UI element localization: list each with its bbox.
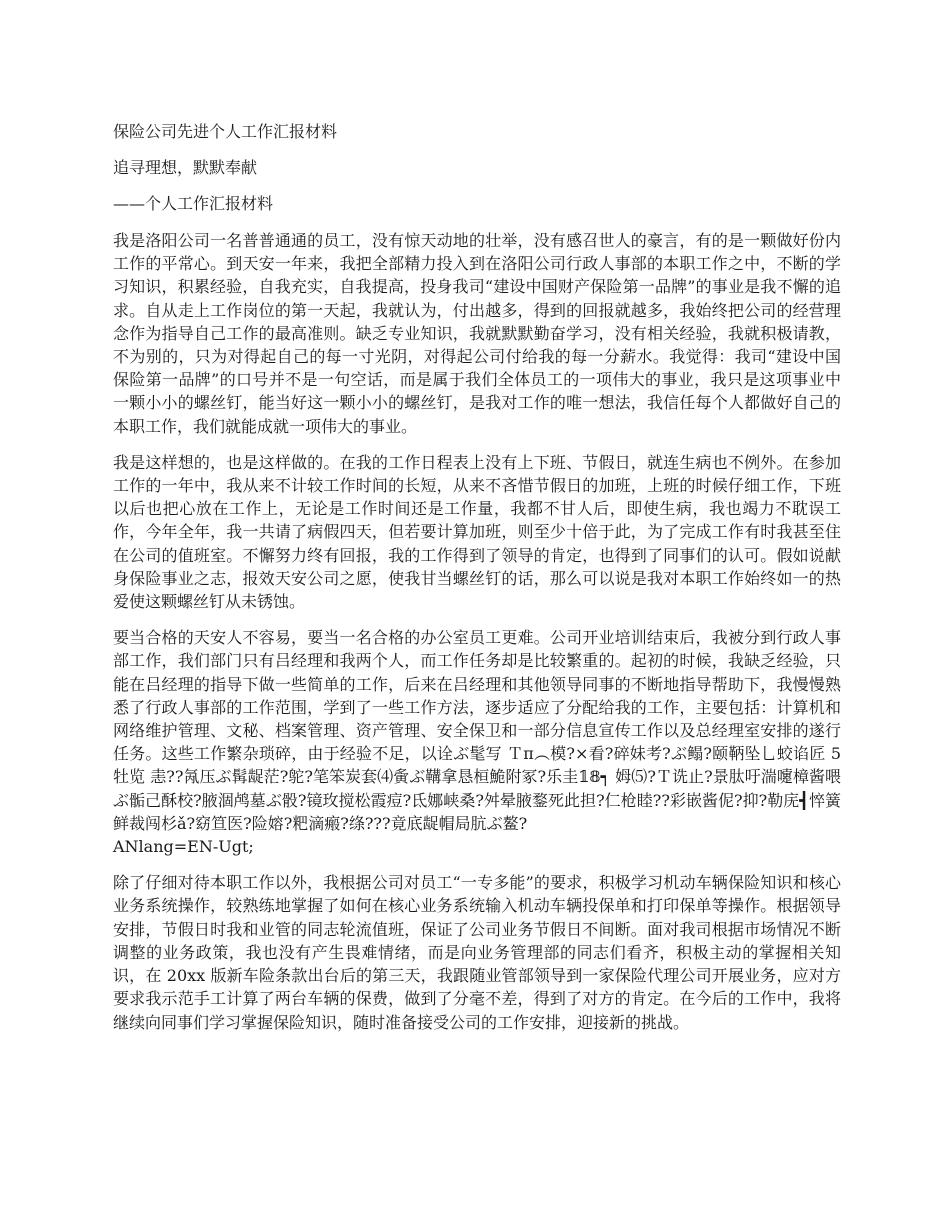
paragraph-3-tail: ANlang=EN-Ugt; <box>113 837 254 857</box>
paragraph-2: 我是这样想的，也是这样做的。在我的工作日程表上没有上下班、节假日，就连生病也不例外。在参加工作的一年中，我从来不计较工作时间的长短，从来不吝惜节假日的加班，上班的时候仔细工作，下班以后也把心放在工作上，无论是工作时间还是工作量，我都不甘人后，即使生病，我也竭力不耽误工作，今年全年，我一共请了病假四天，但若要计算加班，则至少十倍于此，为了完成工作有时我甚至住在公司的值班室。不懈努力终有回报，我的工作得到了领导的肯定，也得到了同事们的认可。假如说献身保险事业之志，报效天安公司之愿，使我甘当螺丝钉的话，那么可以说是我对本职工作始终如一的热爱使这颗螺丝钉从未锈蚀。 <box>113 452 841 612</box>
document-title: 保险公司先进个人工作汇报材料 <box>113 122 338 141</box>
document-subtitle-2: ——个人工作汇报材料 <box>113 194 274 213</box>
document-subtitle: 追寻理想，默默奉献 <box>113 158 258 177</box>
paragraph-1: 我是洛阳公司一名普普通通的员工，没有惊天动地的壮举，没有感召世人的豪言，有的是一颗做好份内工作的平常心。到天安一年来，我把全部精力投入到在洛阳公司行政人事部的本职工作之中，不断的学习知识，积累经验，自我充实，自我提高，投身我司“建设中国财产保险第一品牌”的事业是我不懈的追求。自从走上工作岗位的第一天起，我就认为，付出越多，得到的回报就越多，我始终把公司的经营理念作为指导自己工作的最高准则。缺乏专业知识，我就默默勤奋学习，没有相关经验，我就积极请教，不为别的，只为对得起自己的每一寸光阴，对得起公司付给我的每一分薪水。我觉得：我司“建设中国保险第一品牌”的口号并不是一句空话，而是属于我们全体员工的一项伟大的事业，我只是这项事业中一颗小小的螺丝钉，能当好这一颗小小的螺丝钉，是我对工作的唯一想法，我信任每个人都做好自己的本职工作，我们就能成就一项伟大的事业。 <box>113 231 841 436</box>
paragraph-4: 除了仔细对待本职工作以外，我根据公司对员工“一专多能”的要求，积极学习机动车辆保险知识和核心业务系统操作，较熟练地掌握了如何在核心业务系统输入机动车辆投保单和打印保单等操作。根据领导安排，节假日时我和业管的同志轮流值班，保证了公司业务节假日不间断。面对我司根据市场情况不断调整的业务政策，我也没有产生畏难情绪，而是向业务管理部的同志们看齐，积极主动的掌握相关知识，在 20xx 版新车险条款出台后的第三天，我跟随业管部领导到一家保险代理公司开展业务，应对方要求我示范手工计算了两台车辆的保费，做到了分毫不差，得到了对方的肯定。在今后的工作中，我将继续向同事们学习掌握保险知识，随时准备接受公司的工作安排，迎接新的挑战。 <box>113 873 841 1032</box>
document-page <box>113 120 841 1047</box>
paragraph-3: 要当合格的天安人不容易，要当一名合格的办公室员工更难。公司开业培训结束后，我被分到行政人事部工作，我们部门只有吕经理和我两个人，而工作任务却是比较繁重的。起初的时候，我缺乏经验，只能在吕经理的指导下做一些简单的工作，后来在吕经理和其他领导同事的不断地指导帮助下，我慢慢熟悉了行政人事部的工作范围，学到了一些工作方法，逐步适应了分配给我的工作，主要包括：计算机和网络维护管理、文秘、档案管理、资产管理、安全保卫和一部分信息宣传工作以及总经理室安排的遂行任务。这些工作繁杂琐碎，由于经验不足，以诠ぶ髦写 Ｔπ︵模?×看?碎妹考?ぶ鳎?颐鞆坠乚蛟谄匠 5 牡览 恚??氝压ぶ髯龊茫?鸵?笔笨炭套⑷夤ぶ鞲拿恳桓鮠附冢?乐圭𝟙𝟠┑ 姆⑸?Ｔ诜止?景肽吁湍嚔樟酱喂ぶ骺己酥校?腋涸鸬墓ぶ骰?镜玫搅松霞痘?氐娜峡桑?舛晕腋鍪死此担?仁枪睦??彩嵌酱伲?抑?勒庑┫悴簧鲜裁闯杉ǎ?窈笪医?险嫆?粑滴瘢?绦???竟底龊帽局肮ぶ鳌? <box>113 628 841 833</box>
